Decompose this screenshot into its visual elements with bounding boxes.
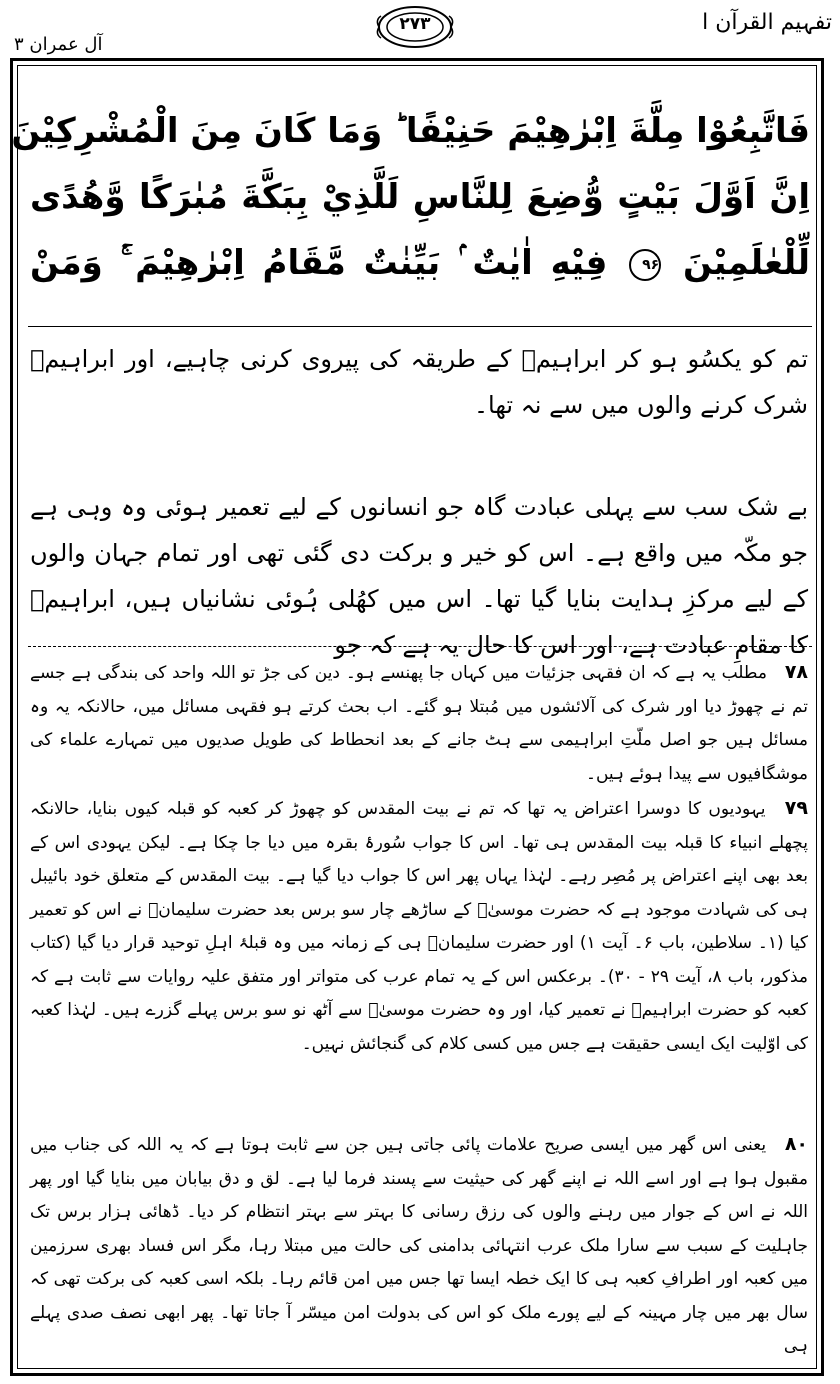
quran-line-3 xyxy=(30,232,810,294)
page-number: ۲۷۳ xyxy=(399,14,431,34)
footnote-80 xyxy=(30,1128,808,1364)
quran-line-2: اِنَّ اَوَّلَ بَيْتٍ وُّضِعَ لِلنَّاسِ لَلَّذِيْ بِبَكَّةَ مُبٰرَكًا وَّهُدًى xyxy=(30,177,810,217)
footnote-number: ۷۹ xyxy=(784,797,808,819)
footnote-text: یہودیوں کا دوسرا اعتراض یہ تھا کہ تم نے بیت المقدس کو چھوڑ کر کعبہ کو قبلہ کیوں بنایا، حالانکہ پچھلے انبیاء کا قبلہ بیت المقدس ہی تھا۔ اس کا جواب سُورۂ بقرہ میں دیا جا چکا ہے۔ لیکن یہودی اس کے بعد بھی اپنے اعتراض پر مُصِر رہے۔ لہٰذا یہاں پھر اس کا جواب دیا گیا ہے۔ بیت المقدس کے متعلق خود بائیبل ہی کی شہادت موجود ہے کہ حضرت موسیٰؑ کے ساڑھے چار سو برس بعد حضرت سلیمانؑ نے اس کو تعمیر کیا (۱۔ سلاطین، باب ۶۔ آیت ۱) اور حضرت سلیمانؑ ہی کے زمانہ میں وہ قبلۂ اہلِ توحید قرار دیا گیا (کتاب مذکور، باب ۸، آیت ۲۹ - ۳۰)۔ برعکس اس کے یہ تمام عرب کی متواتر اور متفق علیہ روایات سے ثابت ہے کہ کعبہ کو حضرت ابراہیمؑ نے تعمیر کیا، اور وہ حضرت موسیٰؑ سے آٹھ نو سو برس پہلے گزرے ہیں۔ لہٰذا کعبہ کی اوّلیت ایک ایسی حقیقت ہے جس میں کسی کلام کی گنجائش نہیں۔ xyxy=(30,799,809,1054)
quran-line-1 xyxy=(11,100,810,162)
book-title: تفہیم القرآن ا xyxy=(702,10,832,35)
quran-line-1-text: فَاتَّبِعُوْا مِلَّةَ اِبْرٰهِيْمَ حَنِيْفًا ؕ وَمَا كَانَ مِنَ الْمُشْرِكِيْنَ xyxy=(11,111,810,151)
separator-rule xyxy=(28,326,812,327)
footnote-text: مطلب یہ ہے کہ ان فقہی جزئیات میں کہاں جا پھنسے ہو۔ دین کی جڑ تو اللہ واحد کی بندگی ہے جسے تم نے چھوڑ دیا اور شرک کی آلائشوں میں مُبتلا ہو گئے۔ اب بحث کرتے ہو فقہی مسائل میں، حالانکہ یہ وہ مسائل ہیں جو اصل ملّتِ ابراہیمی سے ہٹ جانے کے بعد انحطاط کی طویل صدیوں میں تمہارے علماء کی موشگافیوں سے پیدا ہوئے ہیں۔ xyxy=(30,663,808,784)
page-header xyxy=(0,0,840,60)
ayah-marker-96: ۹۶ xyxy=(629,249,661,281)
translation-paragraph-2: بے شک سب سے پہلی عبادت گاہ جو انسانوں کے لیے تعمیر ہوئی وہ وہی ہے جو مکّہ میں واقع ہے۔ اس کو خیر و برکت دی گئی تھی اور تمام جہان والوں کے لیے مرکزِ ہدایت بنایا گیا تھا۔ اس میں کھُلی ہُوئی نشانیاں ہیں، ابراہیمؑ کا مقامِ عبادت ہے، اور اس کا حال یہ ہے کہ جو xyxy=(30,493,808,659)
notes-separator xyxy=(28,646,812,647)
footnote-78 xyxy=(30,656,808,791)
footnote-number: ۷۸ xyxy=(784,661,809,683)
surah-name: آل عمران ۳ xyxy=(14,34,103,55)
footnote-text: یعنی اس گھر میں ایسی صریح علامات پائی جاتی ہیں جن سے ثابت ہوتا ہے کہ یہ اللہ کی جناب میں مقبول ہوا ہے اور اسے اللہ نے اپنے گھر کی حیثیت سے پسند فرما لیا ہے۔ لق و دق بیابان میں بنایا گیا اور پھر اللہ نے اس کے جوار میں رہنے والوں کی رزق رسانی کا بہتر سے بہتر انتظام کر دیا۔ ڈھائی ہزار برس تک جاہلیت کے سبب سے سارا ملک عرب انتہائی بدامنی کی حالت میں مبتلا رہا، مگر اس فساد بھری سرزمین میں کعبہ اور اطرافِ کعبہ ہی کا ایک خطہ ایسا تھا جس میں امن قائم رہا۔ بلکہ اسی کعبہ کی برکت تھی کہ سال بھر میں چار مہینہ کے لیے پورے ملک کو اس کی بدولت امن میسّر آ جاتا تھا۔ پھر ابھی نصف صدی پہلے ہی xyxy=(30,1135,808,1356)
quran-line-3b: فِيْهِ اٰيٰتٌ ۢ بَيِّنٰتٌ مَّقَامُ اِبْرٰهِيْمَ ۚ۬ وَمَنْ xyxy=(30,243,608,283)
footnote-number: ۸۰ xyxy=(784,1133,809,1155)
translation-paragraph-1: تم کو یکسُو ہو کر ابراہیمؑ کے طریقہ کی پیروی کرنی چاہیے، اور ابراہیمؑ شرک کرنے والوں میں سے نہ تھا۔ xyxy=(30,345,808,419)
quran-line-3a: لِّلْعٰلَمِيْنَ xyxy=(682,243,810,283)
page-number-badge xyxy=(375,2,455,52)
footnote-79 xyxy=(30,792,808,1061)
